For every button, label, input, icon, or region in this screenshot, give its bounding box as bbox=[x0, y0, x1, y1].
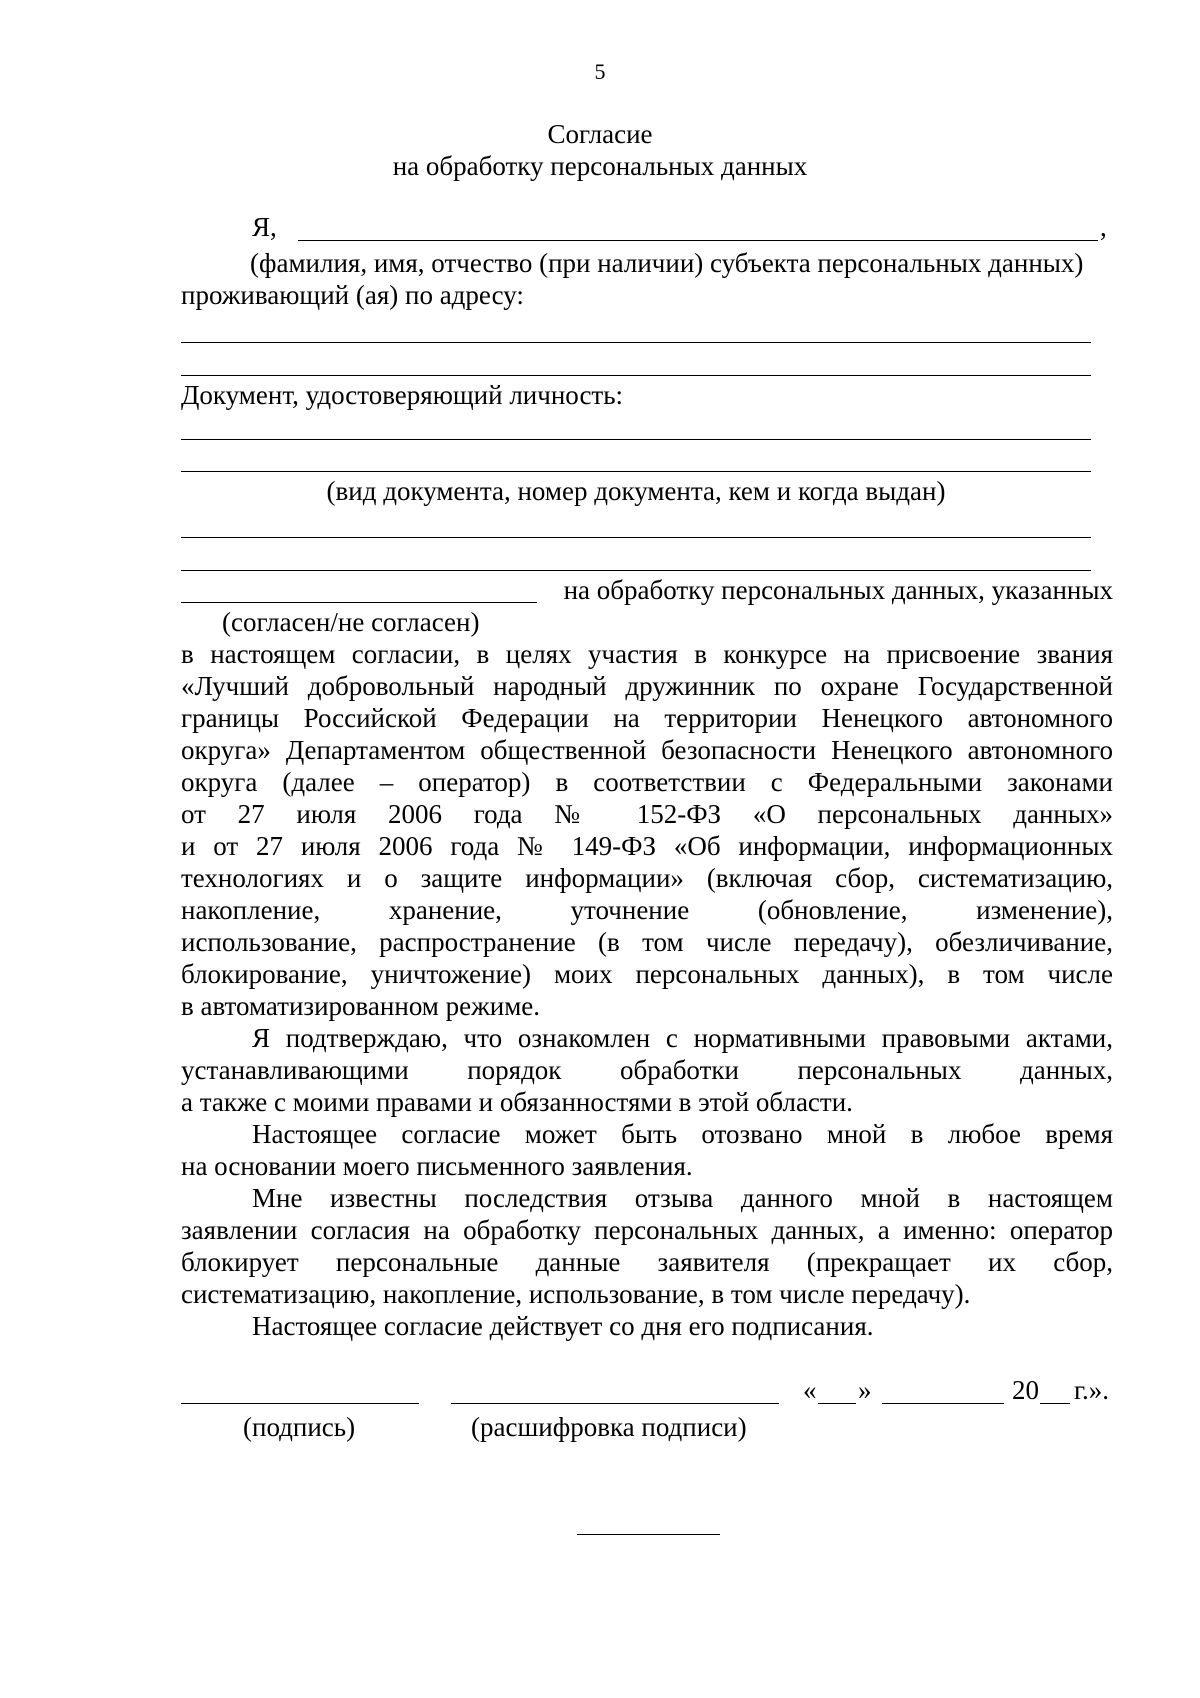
fio-line[interactable] bbox=[298, 240, 1098, 241]
body-line: и от 27 июля 2006 года № 149-ФЗ «Об информации, информационных bbox=[181, 831, 1113, 861]
closing-divider bbox=[577, 1534, 720, 1535]
page-number: 5 bbox=[594, 59, 606, 84]
date-month-line[interactable] bbox=[882, 1403, 1004, 1404]
document-line[interactable] bbox=[181, 439, 1091, 440]
document-label: Документ, удостоверяющий личность: bbox=[181, 380, 624, 410]
date-open-quote: « bbox=[803, 1375, 817, 1405]
body-line: накопление, хранение, уточнение (обновление, изменение), bbox=[181, 895, 1113, 925]
paragraph4-line: заявлении согласия на обработку персональных данных, а именно: оператор bbox=[181, 1215, 1113, 1245]
body-line: «Лучший добровольный народный дружинник по охране Государственной bbox=[181, 671, 1113, 701]
paragraph4-line: блокирует персональные данные заявителя (прекращает их сбор, bbox=[181, 1247, 1113, 1277]
year-suffix: г.». bbox=[1074, 1375, 1110, 1405]
date-year-line[interactable] bbox=[1040, 1403, 1070, 1404]
consent-line[interactable] bbox=[181, 602, 537, 603]
year-prefix: 20 bbox=[1012, 1375, 1039, 1405]
body-line: блокирование, уничтожение) моих персональных данных), в том числе bbox=[181, 959, 1113, 989]
ya-label: Я, bbox=[252, 212, 277, 242]
paragraph4-line: Мне известны последствия отзыва данного мной в настоящем bbox=[252, 1183, 1113, 1213]
signature-line[interactable] bbox=[181, 1403, 419, 1404]
paragraph2-line: Я подтверждаю, что ознакомлен с нормативными правовыми актами, bbox=[252, 1023, 1113, 1053]
page-subtitle: на обработку персональных данных bbox=[392, 151, 808, 181]
signature-caption: (подпись) bbox=[243, 1412, 356, 1442]
body-line: округа» Департаментом общественной безопасности Ненецкого автономного bbox=[181, 735, 1113, 765]
paragraph3-line: Настоящее согласие может быть отозвано мной в любое время bbox=[252, 1119, 1113, 1149]
paragraph4-line: систематизацию, накопление, использование, в том числе передачу). bbox=[181, 1279, 971, 1309]
signature-decoding-line[interactable] bbox=[451, 1403, 779, 1404]
body-line: в настоящем согласии, в целях участия в конкурсе на присвоение звания bbox=[181, 639, 1113, 669]
document-caption: (вид документа, номер документа, кем и когда выдан) bbox=[326, 476, 946, 506]
paragraph2-line: устанавливающими порядок обработки персональных данных, bbox=[181, 1055, 1113, 1085]
address-label: проживающий (ая) по адресу: bbox=[181, 280, 524, 310]
body-line: в автоматизированном режиме. bbox=[181, 991, 541, 1021]
paragraph3-line: на основании моего письменного заявления. bbox=[181, 1151, 693, 1181]
body-line: округа (далее – оператор) в соответствии с Федеральными законами bbox=[181, 767, 1113, 797]
address-line[interactable] bbox=[181, 375, 1091, 376]
date-close-quote: » bbox=[858, 1375, 872, 1405]
body-line: технологиях и о защите информации» (включая сбор, систематизацию, bbox=[181, 863, 1113, 893]
document-line[interactable] bbox=[181, 570, 1091, 571]
decoding-caption: (расшифровка подписи) bbox=[471, 1412, 747, 1442]
consent-caption: (согласен/не согласен) bbox=[222, 607, 480, 637]
body-line: использование, распространение (в том числе передачу), обезличивание, bbox=[181, 927, 1113, 957]
paragraph5-line: Настоящее согласие действует со дня его подписания. bbox=[252, 1311, 874, 1341]
address-line[interactable] bbox=[181, 342, 1091, 343]
page-title: Согласие bbox=[547, 119, 653, 149]
body-line: от 27 июля 2006 года № 152-ФЗ «О персональных данных» bbox=[181, 799, 1113, 829]
consent-text: на обработку персональных данных, указанных bbox=[563, 575, 1113, 605]
date-day-line[interactable] bbox=[818, 1403, 856, 1404]
body-line: границы Российской Федерации на территории Ненецкого автономного bbox=[181, 703, 1113, 733]
fio-caption: (фамилия, имя, отчество (при наличии) субъекта персональных данных) bbox=[250, 248, 1084, 278]
fio-comma: , bbox=[1100, 212, 1107, 242]
document-line[interactable] bbox=[181, 471, 1091, 472]
document-line[interactable] bbox=[181, 537, 1091, 538]
paragraph2-line: а также с моими правами и обязанностями в этой области. bbox=[181, 1087, 853, 1117]
